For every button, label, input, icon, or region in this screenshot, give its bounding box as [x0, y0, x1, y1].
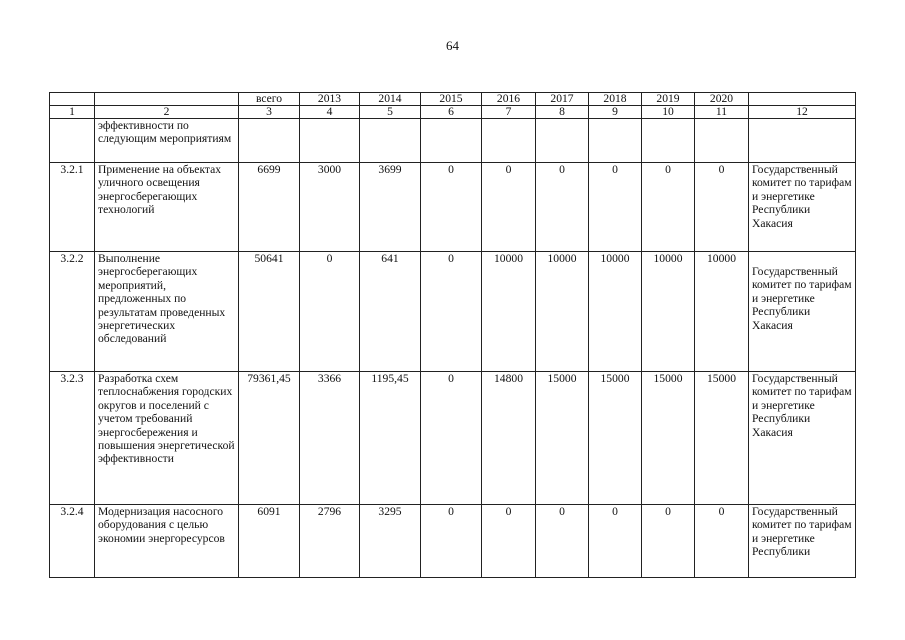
value-year: 0 — [695, 505, 749, 578]
table-row — [50, 163, 856, 252]
value-year — [695, 119, 749, 163]
column-number: 11 — [695, 106, 749, 119]
value-year: 2796 — [300, 505, 360, 578]
column-number: 2 — [95, 106, 239, 119]
header-cell-year: 2019 — [642, 93, 695, 106]
column-number: 8 — [536, 106, 589, 119]
value-total — [239, 119, 300, 163]
value-year: 0 — [589, 163, 642, 252]
value-year: 3699 — [360, 163, 421, 252]
column-number: 10 — [642, 106, 695, 119]
header-cell-year: 2017 — [536, 93, 589, 106]
header-cell-blank — [50, 93, 95, 106]
value-year: 14800 — [482, 372, 536, 505]
value-year: 10000 — [482, 252, 536, 372]
column-number: 6 — [421, 106, 482, 119]
value-year: 0 — [421, 163, 482, 252]
value-year: 641 — [360, 252, 421, 372]
value-year: 0 — [421, 372, 482, 505]
header-cell-year: 2020 — [695, 93, 749, 106]
header-cell-blank — [95, 93, 239, 106]
header-row-years — [50, 93, 856, 106]
table-row — [50, 505, 856, 578]
value-year: 0 — [300, 252, 360, 372]
value-year: 0 — [589, 505, 642, 578]
column-number: 7 — [482, 106, 536, 119]
value-year: 15000 — [589, 372, 642, 505]
header-cell-year: 2018 — [589, 93, 642, 106]
measure-name: Выполнение энергосберегающих мероприятий, предложенных по результатам проведенных энергетических обследований — [95, 252, 239, 372]
value-year: 15000 — [642, 372, 695, 505]
table-row — [50, 372, 856, 505]
value-year: 15000 — [695, 372, 749, 505]
value-year: 0 — [482, 505, 536, 578]
value-year: 0 — [642, 163, 695, 252]
value-year: 10000 — [536, 252, 589, 372]
executor: Государственный комитет по тарифам и энергетике Республики Хакасия — [749, 252, 856, 372]
column-number: 9 — [589, 106, 642, 119]
executor — [749, 119, 856, 163]
value-year — [482, 119, 536, 163]
row-number — [50, 119, 95, 163]
header-row-column-numbers — [50, 106, 856, 119]
row-number: 3.2.2 — [50, 252, 95, 372]
row-number: 3.2.3 — [50, 372, 95, 505]
value-total: 6091 — [239, 505, 300, 578]
header-cell-total: всего — [239, 93, 300, 106]
value-year: 0 — [536, 163, 589, 252]
column-number: 1 — [50, 106, 95, 119]
value-year — [589, 119, 642, 163]
value-year: 15000 — [536, 372, 589, 505]
value-year: 0 — [536, 505, 589, 578]
header-cell-year: 2015 — [421, 93, 482, 106]
column-number: 12 — [749, 106, 856, 119]
value-total: 6699 — [239, 163, 300, 252]
header-cell-year: 2014 — [360, 93, 421, 106]
program-table — [49, 92, 856, 578]
measure-name: эффективности по следующим мероприятиям — [95, 119, 239, 163]
value-year: 0 — [642, 505, 695, 578]
column-number: 5 — [360, 106, 421, 119]
value-year: 0 — [421, 505, 482, 578]
value-year: 1195,45 — [360, 372, 421, 505]
header-cell-year: 2016 — [482, 93, 536, 106]
value-year — [421, 119, 482, 163]
value-year: 3295 — [360, 505, 421, 578]
executor: Государственный комитет по тарифам и энергетике Республики Хакасия — [749, 163, 856, 252]
header-cell-blank — [749, 93, 856, 106]
table-row — [50, 119, 856, 163]
measure-name: Применение на объектах уличного освещения энергосберегающих технологий — [95, 163, 239, 252]
value-year: 3000 — [300, 163, 360, 252]
value-year — [360, 119, 421, 163]
value-year — [642, 119, 695, 163]
measure-name: Разработка схем теплоснабжения городских округов и поселений с учетом требований энергосбережения и повышения энергетической эффективности — [95, 372, 239, 505]
executor: Государственный комитет по тарифам и энергетике Республики Хакасия — [749, 372, 856, 505]
value-year — [300, 119, 360, 163]
value-year: 10000 — [642, 252, 695, 372]
value-year: 0 — [421, 252, 482, 372]
header-cell-year: 2013 — [300, 93, 360, 106]
value-year — [536, 119, 589, 163]
column-number: 3 — [239, 106, 300, 119]
table-row — [50, 252, 856, 372]
value-year: 0 — [695, 163, 749, 252]
measure-name: Модернизация насосного оборудования с целью экономии энергоресурсов — [95, 505, 239, 578]
column-number: 4 — [300, 106, 360, 119]
value-total: 50641 — [239, 252, 300, 372]
row-number: 3.2.1 — [50, 163, 95, 252]
value-year: 3366 — [300, 372, 360, 505]
value-year: 10000 — [589, 252, 642, 372]
row-number: 3.2.4 — [50, 505, 95, 578]
value-year: 0 — [482, 163, 536, 252]
value-year: 10000 — [695, 252, 749, 372]
page-number: 64 — [446, 38, 459, 53]
value-total: 79361,45 — [239, 372, 300, 505]
executor: Государственный комитет по тарифам и энергетике Республики — [749, 505, 856, 578]
